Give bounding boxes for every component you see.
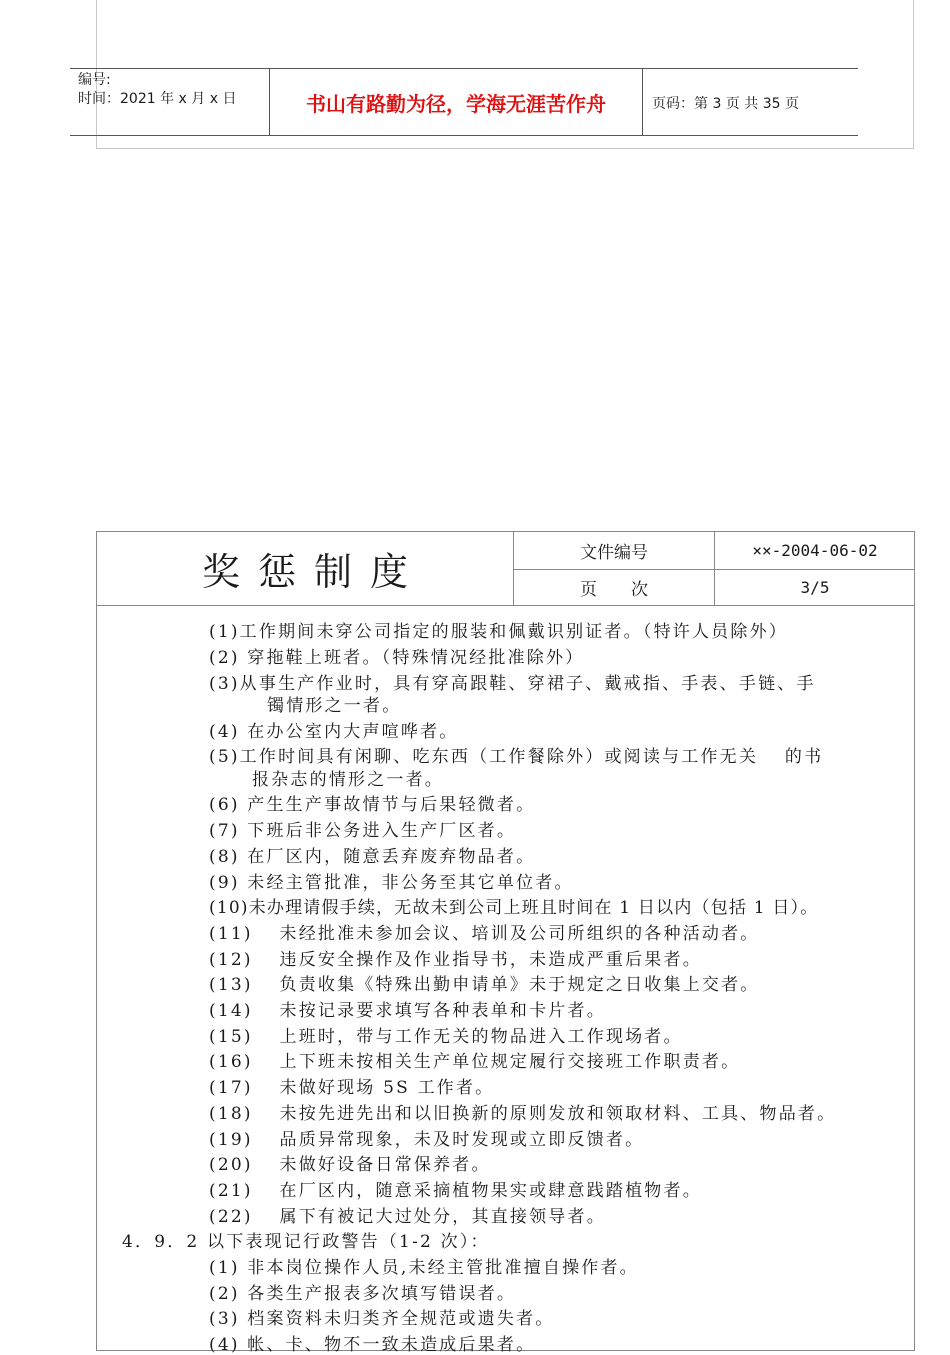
document-table: [96, 531, 915, 1355]
list-item: (7) 下班后非公务进入生产厂区者。: [209, 821, 517, 841]
list-item: (22) 属下有被记大过处分，其直接领导者。: [209, 1207, 606, 1227]
time-label: 时间：2021 年 x 月 x 日: [78, 91, 237, 107]
list-item: (13) 负责收集《特殊出勤申请单》未于规定之日收集上交者。: [209, 975, 760, 995]
motto: 书山有路勤为径，学海无涯苦作舟: [306, 92, 606, 116]
list-item: 报杂志的情形之一者。: [252, 770, 444, 790]
list-item: (10)未办理请假手续，无故未到公司上班且时间在 1 日以内（包括 1 日）。: [209, 898, 819, 918]
page-row: [514, 569, 915, 605]
list-item: (5)工作时间具有闲聊、吃东西（工作餐除外）或阅读与工作无关 的书: [209, 747, 824, 767]
list-item: (19) 品质异常现象，未及时发现或立即反馈者。: [209, 1130, 645, 1150]
list-item: (11) 未经批准未参加会议、培训及公司所组织的各种活动者。: [209, 924, 760, 944]
page-label: 页 次: [514, 569, 715, 605]
list-item: 镯情形之一者。: [267, 696, 402, 716]
page-info: 页码：第 3 页 共 35 页: [652, 96, 799, 112]
file-number-value: ××-2004-06-02: [752, 541, 878, 560]
page-value: 3/5: [800, 577, 830, 597]
list-item: (14) 未按记录要求填写各种表单和卡片者。: [209, 1001, 606, 1021]
list-item: (3) 档案资料未归类齐全规范或遗失者。: [209, 1309, 555, 1329]
document-title: 奖惩制度: [201, 550, 426, 594]
list-item: (9) 未经主管批准，非公务至其它单位者。: [209, 873, 574, 893]
file-number-row: [514, 532, 915, 570]
number-label: 编号:: [78, 72, 111, 88]
list-item: (2) 穿拖鞋上班者。（特殊情况经批准除外）: [209, 648, 585, 668]
list-item: (1) 非本岗位操作人员,未经主管批准擅自操作者。: [209, 1258, 639, 1278]
file-number-label: 文件编号: [514, 532, 715, 569]
section-heading: 4．9．2 以下表现记行政警告（1-2 次）：: [122, 1232, 490, 1252]
list-item: (6) 产生生产事故情节与后果轻微者。: [209, 795, 536, 815]
table-divider: [97, 605, 914, 606]
list-item: (17) 未做好现场 5S 工作者。: [209, 1078, 495, 1098]
list-item: (20) 未做好设备日常保养者。: [209, 1155, 491, 1175]
list-item: (1)工作期间未穿公司指定的服装和佩戴识别证者。（特许人员除外）: [209, 622, 788, 642]
list-item: (12) 违反安全操作及作业指导书，未造成严重后果者。: [209, 950, 702, 970]
list-item: (16) 上下班未按相关生产单位规定履行交接班工作职责者。: [209, 1052, 741, 1072]
list-item: (15) 上班时，带与工作无关的物品进入工作现场者。: [209, 1027, 683, 1047]
list-item: (18) 未按先进先出和以旧换新的原则发放和领取材料、工具、物品者。: [209, 1104, 837, 1124]
list-item: (3)从事生产作业时，具有穿高跟鞋、穿裙子、戴戒指、手表、手链、手: [209, 674, 816, 694]
list-item: (4) 在办公室内大声喧哗者。: [209, 722, 459, 742]
list-item: (8) 在厂区内，随意丢弃废弃物品者。: [209, 847, 536, 867]
list-item: (21) 在厂区内，随意采摘植物果实或肆意践踏植物者。: [209, 1181, 702, 1201]
header-info: [78, 71, 236, 109]
header-divider: [642, 69, 643, 136]
title-cell: [97, 532, 514, 605]
list-item: (4) 帐、卡、物不一致未造成后果者。: [209, 1335, 536, 1355]
list-item: (2) 各类生产报表多次填写错误者。: [209, 1284, 517, 1304]
